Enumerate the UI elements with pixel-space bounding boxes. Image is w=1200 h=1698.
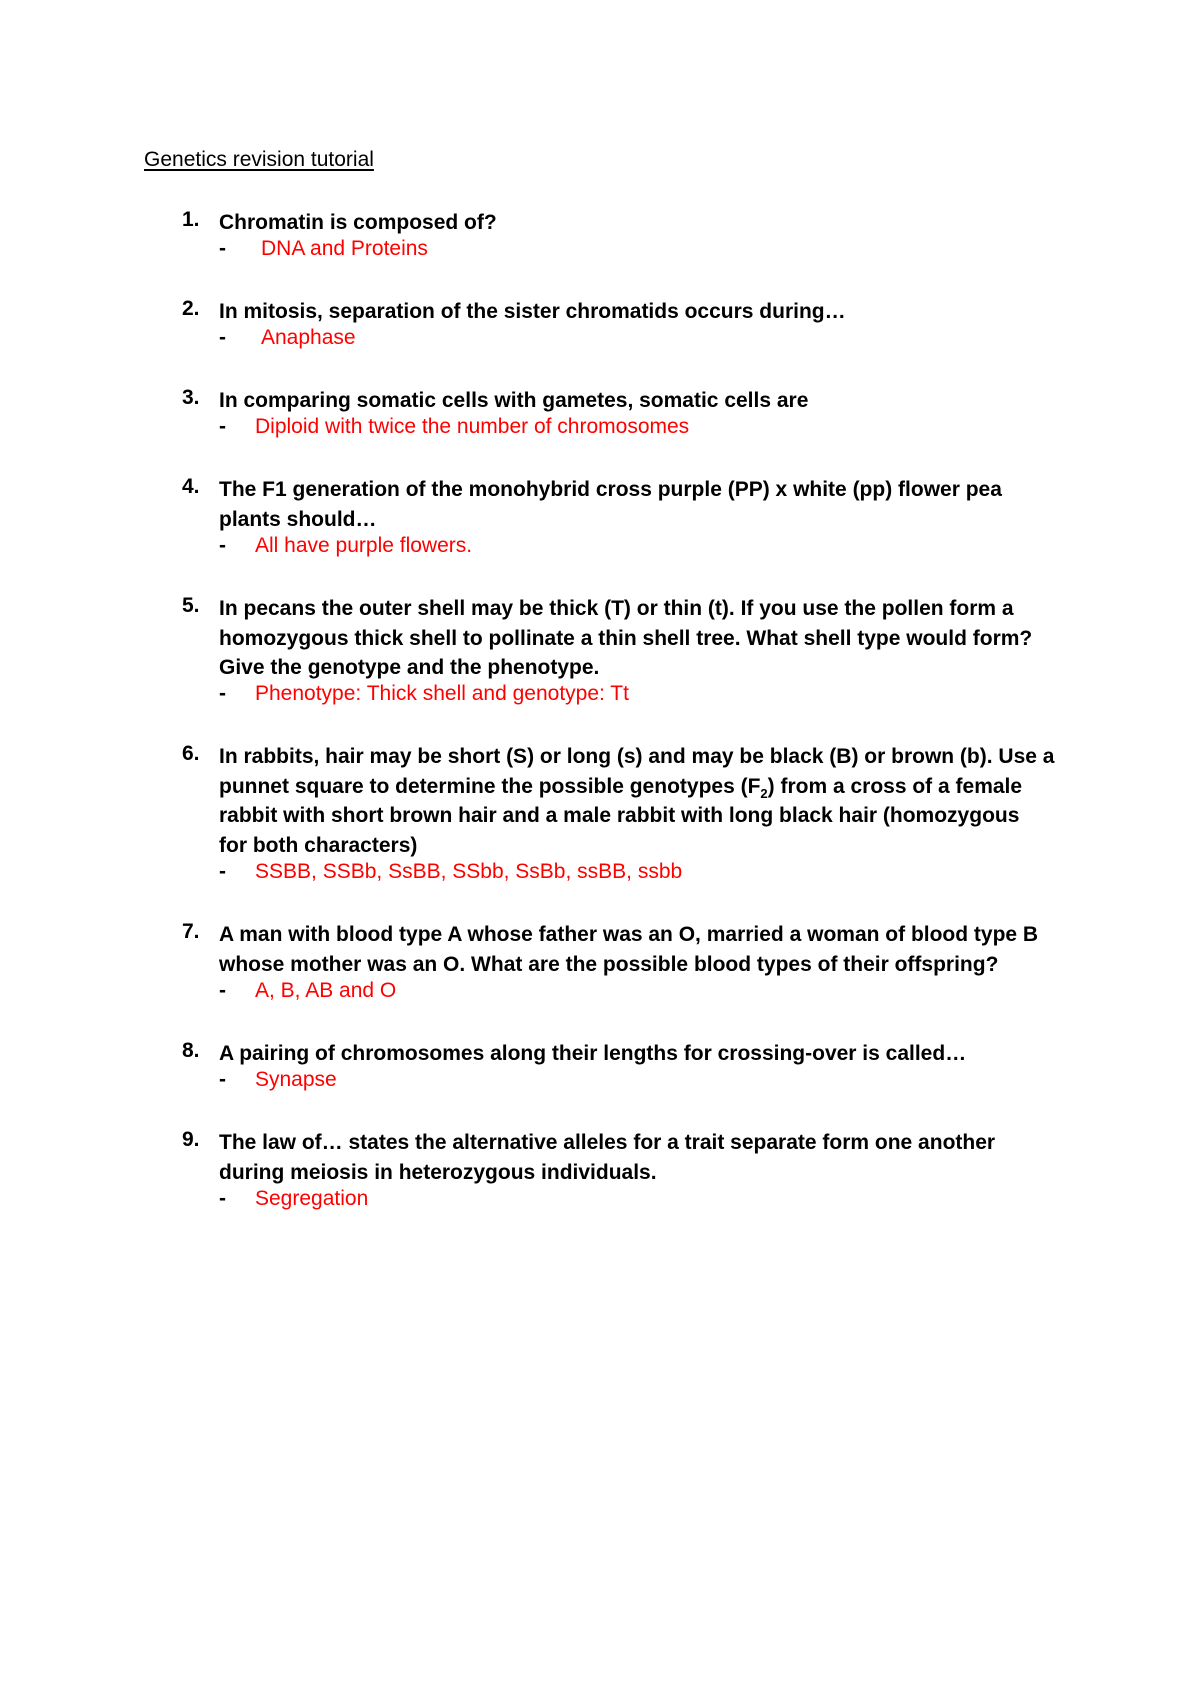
question-text bbox=[219, 920, 1069, 979]
question-number: 2. bbox=[182, 297, 200, 320]
question-text bbox=[219, 742, 1069, 860]
question-text bbox=[219, 1128, 1069, 1187]
answer-text: Synapse bbox=[255, 1068, 337, 1091]
answer-text: A, B, AB and O bbox=[255, 979, 397, 1002]
question-line: A man with blood type A whose father was an O, married a woman of blood type B bbox=[219, 923, 1039, 946]
question-number: 5. bbox=[182, 594, 200, 617]
question-line: rabbit with short brown hair and a male rabbit with long black hair (homozygous bbox=[219, 804, 1020, 827]
answer-text: Phenotype: Thick shell and genotype: Tt bbox=[255, 682, 629, 705]
answer-text: DNA and Proteins bbox=[261, 237, 428, 260]
answer-bullet: - bbox=[219, 237, 226, 260]
question-number: 8. bbox=[182, 1039, 200, 1062]
answer-bullet: - bbox=[219, 860, 226, 883]
question-line: Chromatin is composed of? bbox=[219, 211, 497, 234]
question-number: 1. bbox=[182, 208, 200, 231]
question-text bbox=[219, 297, 1069, 327]
question-line: The F1 generation of the monohybrid cross purple (PP) x white (pp) flower pea bbox=[219, 478, 1002, 501]
question-line: homozygous thick shell to pollinate a thin shell tree. What shell type would form? bbox=[219, 626, 1033, 650]
question-number: 9. bbox=[182, 1128, 200, 1151]
answer-text: All have purple flowers. bbox=[255, 534, 473, 557]
question-line: for both characters) bbox=[219, 833, 418, 857]
question-text bbox=[219, 208, 1069, 238]
question-line-continued: ) from a cross of a female bbox=[767, 774, 1023, 798]
question-line: In rabbits, hair may be short (S) or long (s) and may be black (B) or brown (b). Use a bbox=[219, 745, 1055, 768]
question-line: punnet square to determine the possible genotypes (F bbox=[219, 774, 761, 798]
question-number: 3. bbox=[182, 386, 200, 409]
answer-bullet: - bbox=[219, 979, 226, 1002]
question-line: whose mother was an O. What are the possible blood types of their offspring? bbox=[219, 952, 999, 976]
question-line: In mitosis, separation of the sister chromatids occurs during… bbox=[219, 300, 846, 323]
question-text bbox=[219, 475, 1069, 534]
answer-text: Diploid with twice the number of chromosomes bbox=[255, 415, 690, 438]
question-line: Give the genotype and the phenotype. bbox=[219, 656, 600, 679]
question-line: The law of… states the alternative alleles for a trait separate form one another bbox=[219, 1131, 996, 1154]
answer-text: Anaphase bbox=[261, 326, 356, 349]
answer-bullet: - bbox=[219, 682, 226, 705]
document-title: Genetics revision tutorial bbox=[144, 148, 374, 171]
question-line: during meiosis in heterozygous individuals. bbox=[219, 1160, 657, 1184]
question-line: A pairing of chromosomes along their lengths for crossing-over is called… bbox=[219, 1042, 967, 1065]
question-text bbox=[219, 386, 1069, 416]
question-number: 7. bbox=[182, 920, 200, 943]
answer-text: Segregation bbox=[255, 1187, 369, 1210]
answer-bullet: - bbox=[219, 534, 226, 557]
answer-bullet: - bbox=[219, 1187, 226, 1210]
answer-text: SSBB, SSBb, SsBB, SSbb, SsBb, ssBB, ssbb bbox=[255, 860, 683, 883]
answer-bullet: - bbox=[219, 1068, 226, 1091]
question-line: In pecans the outer shell may be thick (T) or thin (t). If you use the pollen form a bbox=[219, 597, 1014, 620]
answer-bullet: - bbox=[219, 415, 226, 438]
question-text bbox=[219, 1039, 1069, 1069]
answer-bullet: - bbox=[219, 326, 226, 349]
question-number: 4. bbox=[182, 475, 200, 498]
subscript: 2 bbox=[760, 785, 768, 801]
question-line: In comparing somatic cells with gametes, somatic cells are bbox=[219, 389, 809, 412]
question-number: 6. bbox=[182, 742, 200, 765]
question-text bbox=[219, 594, 1069, 683]
question-line: plants should… bbox=[219, 507, 377, 531]
